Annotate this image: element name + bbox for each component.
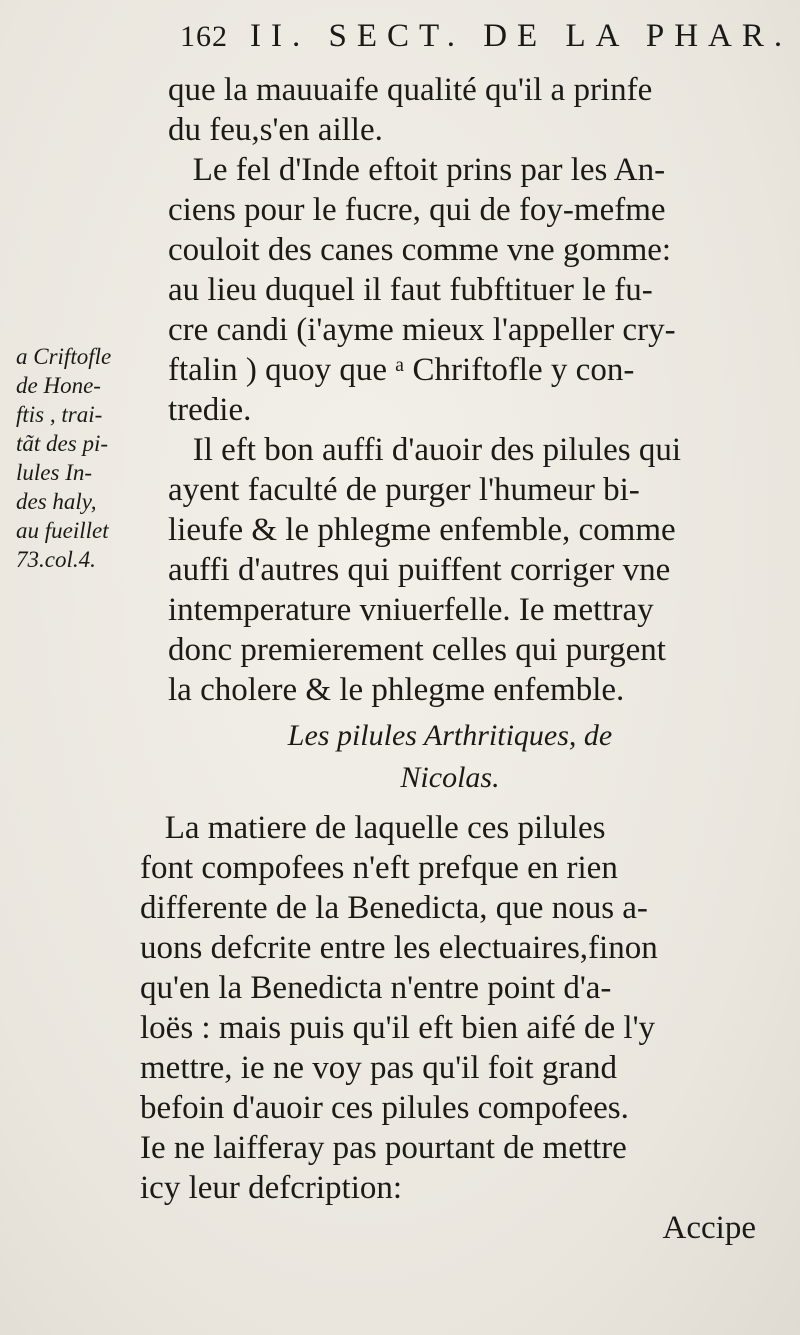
text-line: que la mauuaife qualité qu'il a prinfe: [168, 72, 653, 108]
margin-note-line: 73.col.4.: [16, 547, 96, 572]
text-line: la cholere & le phlegme enfemble.: [168, 672, 625, 708]
text-line: au lieu duquel il faut fubftituer le fu-: [168, 272, 653, 308]
margin-note-line: ftis , trai-: [16, 402, 103, 427]
heading-line: Nicolas.: [400, 761, 500, 794]
text-line: donc premierement celles qui purgent: [168, 632, 666, 668]
text-line: Il eft bon auffi d'auoir des pilules qui: [168, 432, 682, 468]
margin-note-line: au fueillet: [16, 518, 109, 543]
page-number: 162: [180, 20, 228, 53]
text-line: tredie.: [168, 392, 252, 428]
text-line: loës : mais puis qu'il eft bien aifé de l'y: [140, 1010, 656, 1046]
margin-note-line: lules In-: [16, 460, 93, 485]
text-line: ftalin ) quoy que ᵃ Chriftofle y con-: [168, 352, 635, 388]
paragraph-second: [140, 808, 796, 1248]
margin-note-line: des haly,: [16, 489, 97, 514]
text-line: lieufe & le phlegme enfemble, comme: [168, 512, 676, 548]
text-line: ayent faculté de purger l'humeur bi-: [168, 472, 640, 508]
margin-note-line: de Hone-: [16, 373, 101, 398]
margin-note-line: a Criftofle: [16, 344, 112, 369]
text-line: Ie ne laifferay pas pourtant de mettre: [140, 1130, 627, 1166]
text-line: Le fel d'Inde eftoit prins par les An-: [168, 152, 666, 188]
text-line: uons defcrite entre les electuaires,finon: [140, 930, 658, 966]
text-line: befoin d'auoir ces pilules compofees.: [140, 1090, 629, 1126]
text-line: intemperature vniuerfelle. Ie mettray: [168, 592, 654, 628]
text-line: La matiere de laquelle ces pilules: [140, 810, 606, 846]
heading-line: Les pilules Arthritiques, de: [287, 719, 613, 752]
text-line: mettre, ie ne voy pas qu'il foit grand: [140, 1050, 617, 1086]
text-line: du feu,s'en aille.: [168, 112, 383, 148]
section-heading: [190, 715, 710, 799]
text-line: cre candi (i'ayme mieux l'appeller cry-: [168, 312, 676, 348]
text-line: auffi d'autres qui puiffent corriger vne: [168, 552, 671, 588]
text-line: differente de la Benedicta, que nous a-: [140, 890, 648, 926]
text-line: icy leur defcription:: [140, 1170, 403, 1206]
catchword: Accipe: [662, 1210, 756, 1246]
margin-note-line: tãt des pi-: [16, 431, 108, 456]
paragraph-main: [168, 70, 796, 710]
text-line: couloit des canes comme vne gomme:: [168, 232, 672, 268]
running-title: II. SECT. DE LA PHAR.: [250, 18, 793, 54]
text-line: ciens pour le fucre, qui de foy-mefme: [168, 192, 666, 228]
text-line: qu'en la Benedicta n'entre point d'a-: [140, 970, 612, 1006]
page-header: [180, 18, 792, 55]
text-line: font compofees n'eft prefque en rien: [140, 850, 618, 886]
margin-note: [16, 342, 176, 574]
